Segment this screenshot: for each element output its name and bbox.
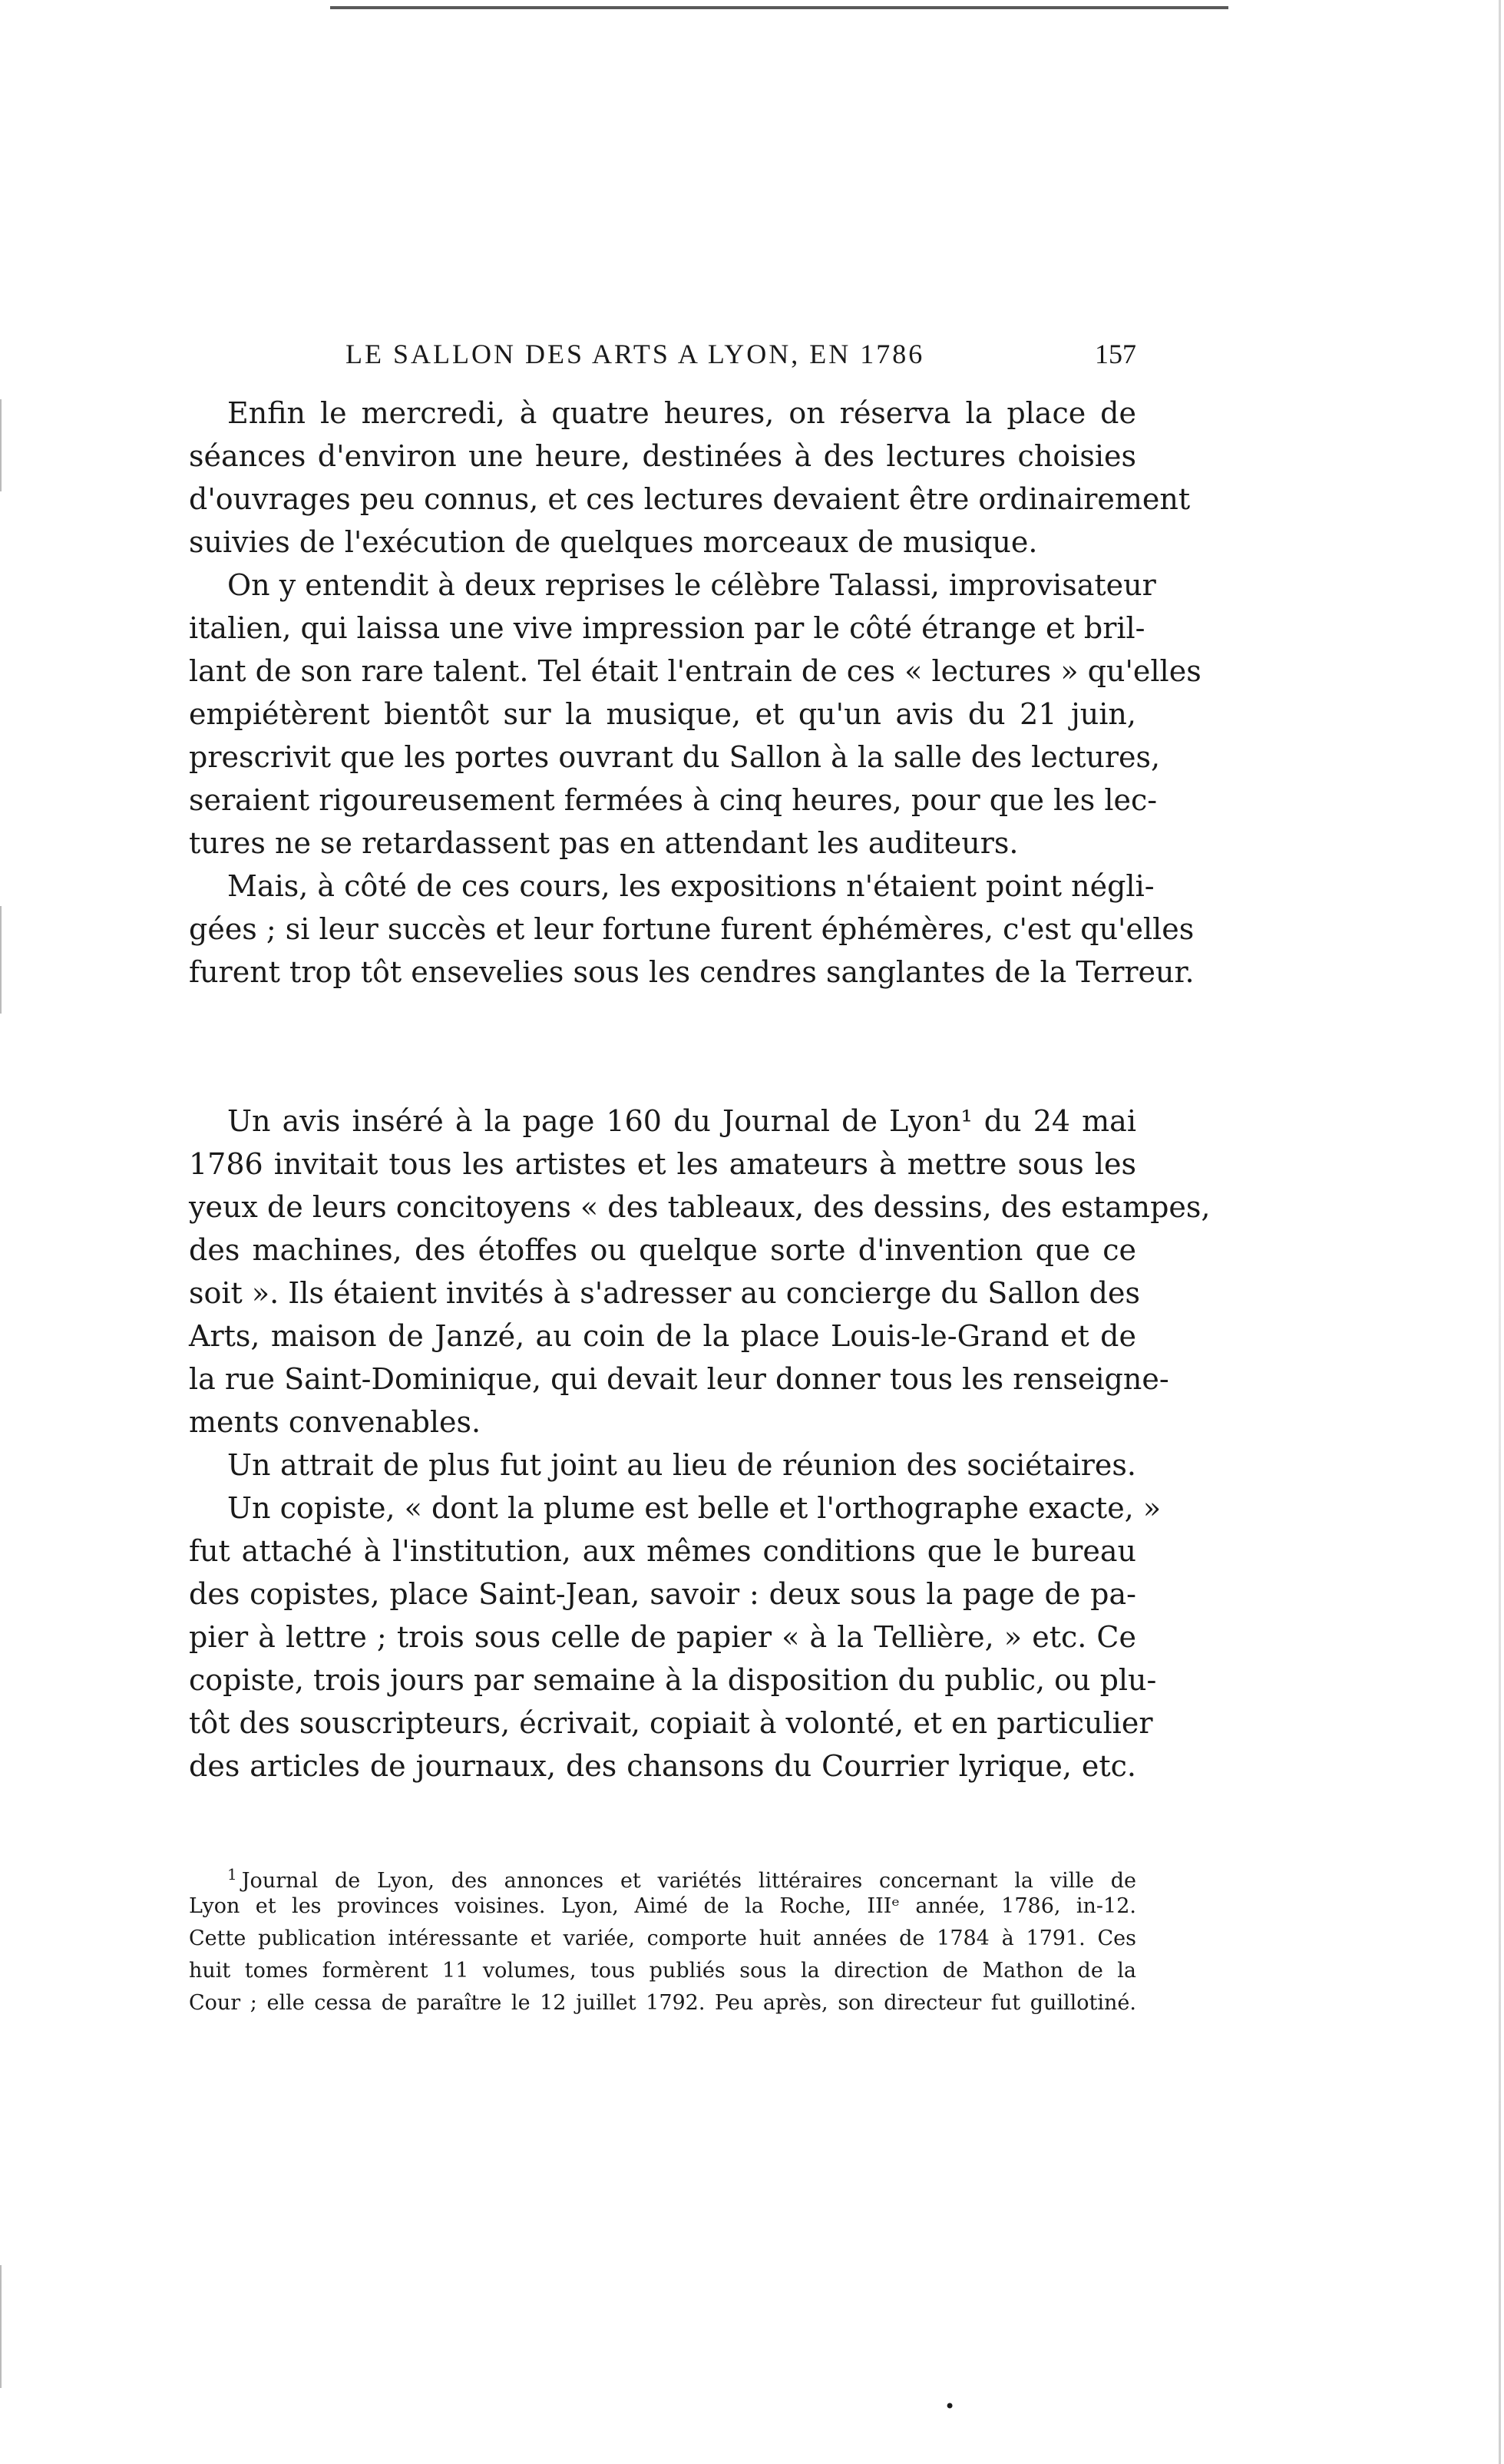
text-line: empiétèrent bientôt sur la musique, et qu'un avis du 21 juin,: [189, 697, 1136, 731]
body-section-1: [189, 392, 1202, 994]
text-line: On y entendit à deux reprises le célèbre Talassi, improvisateur: [227, 568, 1156, 602]
page-number: 157: [1095, 339, 1136, 369]
text-line: copiste, trois jours par semaine à la disposition du public, ou plu-: [189, 1663, 1157, 1697]
text-line: italien, qui laissa une vive impression par le côté étrange et bril-: [189, 611, 1145, 645]
text-line: ments convenables.: [189, 1405, 481, 1439]
text-line: des machines, des étoffes ou quelque sorte d'invention que ce: [189, 1233, 1136, 1267]
text-line: 1786 invitait tous les artistes et les amateurs à mettre sous les: [189, 1147, 1136, 1181]
text-line: lant de son rare talent. Tel était l'entrain de ces « lectures » qu'elles: [189, 654, 1202, 688]
text-line: des copistes, place Saint-Jean, savoir : deux sous la page de pa-: [189, 1577, 1136, 1611]
footnote-marker: 1: [227, 1865, 237, 1884]
scan-left-mark: [0, 906, 2, 1014]
text-line: Un attrait de plus fut joint au lieu de réunion des sociétaires.: [227, 1448, 1136, 1482]
text-line: Mais, à côté de ces cours, les expositions n'étaient point négli-: [227, 869, 1155, 903]
text-line: tôt des souscripteurs, écrivait, copiait à volonté, et en particulier: [189, 1706, 1153, 1740]
text-line: seraient rigoureusement fermées à cinq heures, pour que les lec-: [189, 783, 1158, 817]
text-line: prescrivit que les portes ouvrant du Sallon à la salle des lectures,: [189, 740, 1161, 774]
text-line: yeux de leurs concitoyens « des tableaux, des dessins, des estampes,: [189, 1190, 1211, 1224]
scan-left-mark: [0, 399, 2, 491]
footnote-line: Lyon et les provinces voisines. Lyon, Aimé de la Roche, IIIᵉ année, 1786, in-12.: [189, 1894, 1136, 1918]
text-line: tures ne se retardassent pas en attendant les auditeurs.: [189, 826, 1019, 860]
footnote-line: Cour ; elle cessa de paraître le 12 juillet 1792. Peu après, son directeur fut guillotiné.: [189, 1991, 1136, 2015]
footnote-line: Cette publication intéressante et variée, comporte huit années de 1784 à 1791. Ces: [189, 1927, 1136, 1950]
text-line: Arts, maison de Janzé, au coin de la place Louis-le-Grand et de: [189, 1319, 1136, 1353]
text-line: gées ; si leur succès et leur fortune furent éphémères, c'est qu'elles: [189, 912, 1195, 946]
footnote-line: huit tomes formèrent 11 volumes, tous publiés sous la direction de Mathon de la: [189, 1959, 1136, 1983]
footnote-line: [189, 1858, 1136, 1893]
text-line: soit ». Ils étaient invités à s'adresser au concierge du Sallon des: [189, 1276, 1140, 1310]
stray-ink-mark: •: [944, 2396, 956, 2417]
text-line: des articles de journaux, des chansons du Courrier lyrique, etc.: [189, 1749, 1136, 1783]
top-scan-rule: [330, 6, 1228, 9]
text-line: suivies de l'exécution de quelques morceaux de musique.: [189, 525, 1038, 559]
running-title: LE SALLON DES ARTS A LYON, EN 1786: [345, 339, 925, 369]
text-line: Un copiste, « dont la plume est belle et l'orthographe exacte, »: [227, 1491, 1162, 1525]
text-line: pier à lettre ; trois sous celle de papier « à la Tellière, » etc. Ce: [189, 1620, 1136, 1654]
text-line: séances d'environ une heure, destinées à des lectures choisies: [189, 439, 1136, 473]
text-line: Un avis inséré à la page 160 du Journal de Lyon¹ du 24 mai: [227, 1104, 1136, 1138]
text-line: furent trop tôt ensevelies sous les cendres sanglantes de la Terreur.: [189, 955, 1195, 989]
running-head: [322, 338, 1136, 376]
footnote: [189, 1858, 1136, 2019]
scan-right-edge: [1499, 0, 1501, 2464]
text-line: d'ouvrages peu connus, et ces lectures devaient être ordinairement: [189, 482, 1191, 516]
scan-left-mark: [0, 2265, 2, 2388]
body-section-2: [189, 1100, 1211, 1788]
text-line: Enfin le mercredi, à quatre heures, on réserva la place de: [227, 396, 1136, 430]
text-line: fut attaché à l'institution, aux mêmes conditions que le bureau: [189, 1534, 1136, 1568]
footnote-text: Journal de Lyon, des annonces et variétés littéraires concernant la ville de: [241, 1869, 1136, 1893]
text-line: la rue Saint-Dominique, qui devait leur donner tous les renseigne-: [189, 1362, 1169, 1396]
